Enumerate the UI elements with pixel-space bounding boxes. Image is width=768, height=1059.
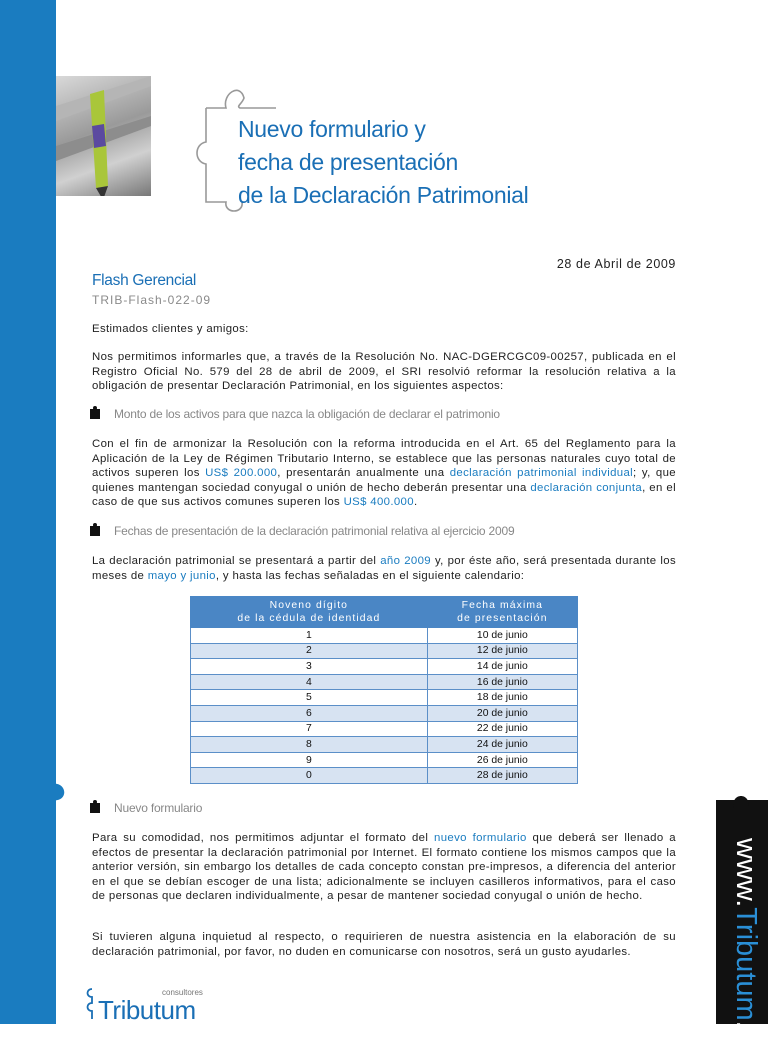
table-header-row xyxy=(191,597,578,628)
header-digit-line2: de la cédula de identidad xyxy=(237,613,381,624)
date-cell: 12 de junio xyxy=(427,643,577,659)
s1-text-a: Con el fin de armonizar la Resolución con la reforma introducida en el Art. 65 del Reglamento para la Aplicación de la Ley de Régimen Tributario Interno, se establece que las personas naturales cuyo total de activos superen los xyxy=(92,438,676,480)
puzzle-piece-icon xyxy=(10,770,70,840)
document-date: 28 de Abril de 2009 xyxy=(556,257,676,271)
calendar-table xyxy=(190,596,578,784)
puzzle-bullet-icon xyxy=(90,803,100,813)
logo-tributum: Tributum xyxy=(98,995,196,1025)
s1-highlight-amount-individual: US$ 200.000 xyxy=(205,467,278,480)
date-cell: 28 de junio xyxy=(427,768,577,784)
digit-cell: 6 xyxy=(191,705,428,721)
s1-text-e: . xyxy=(413,496,418,509)
table-row xyxy=(191,721,578,737)
table-row xyxy=(191,643,578,659)
table-row xyxy=(191,737,578,753)
table-row xyxy=(191,752,578,768)
s3-text-a: Para su comodidad, nos permitimos adjuntar el formato del xyxy=(92,832,435,844)
digit-cell: 3 xyxy=(191,659,428,675)
date-cell: 24 de junio xyxy=(427,737,577,753)
table-row xyxy=(191,628,578,644)
flash-code: TRIB-Flash-022-09 xyxy=(92,293,212,307)
table-row xyxy=(191,690,578,706)
s2-highlight-year: año 2009 xyxy=(380,555,431,567)
header-date xyxy=(427,597,577,628)
s2-highlight-months: mayo y junio xyxy=(147,569,216,582)
section1-heading-text: Monto de los activos para que nazca la obligación de declarar el patrimonio xyxy=(114,407,500,421)
header-date-line1: Fecha máxima xyxy=(461,600,544,611)
section2-paragraph xyxy=(92,554,676,583)
side-url-text xyxy=(722,838,762,1059)
title-line-2: fecha de presentación xyxy=(238,149,459,175)
s3-text-b: que deberá ser llenado a efectos de presentar la declaración patrimonial por Internet. El formato contiene los mismos campos que la anterior versión, sin embargo los detalles de cada concepto constan pre-impresos, a diferencia del anterior en el que se debían escoger de una lista; adicionalmente se incluyen casilleros informativos, para el caso de personas que declaren individualmente, a pesar de mantener sociedad conyugal o unión de hecho. xyxy=(92,832,676,903)
s2-text-b: y, por éste año, será presentada durante los meses de xyxy=(92,555,677,582)
url-brand: Tributum xyxy=(730,907,762,1021)
section2-heading-text: Fechas de presentación de la declaración patrimonial relativa al ejercicio 2009 xyxy=(114,524,515,538)
section1-paragraph xyxy=(92,437,676,510)
digit-cell: 8 xyxy=(191,737,428,753)
puzzle-bullet-icon xyxy=(90,526,100,536)
date-cell: 22 de junio xyxy=(427,721,577,737)
greeting: Estimados clientes y amigos: xyxy=(92,323,249,335)
puzzle-tab-icon xyxy=(722,784,762,808)
digit-cell: 9 xyxy=(191,752,428,768)
s2-text-a: La declaración patrimonial se presentará a partir del xyxy=(92,555,381,567)
section3-paragraph xyxy=(92,831,676,904)
title-line-1: Nuevo formulario y xyxy=(238,116,426,142)
s2-text-c: , y hasta las fechas señaladas en el siguiente calendario: xyxy=(215,569,525,582)
section3-heading xyxy=(90,801,202,817)
date-cell: 14 de junio xyxy=(427,659,577,675)
url-suffix: .co xyxy=(730,1020,762,1059)
title-block xyxy=(196,82,626,212)
digit-cell: 5 xyxy=(191,690,428,706)
title-line-3: de la Declaración Patrimonial xyxy=(238,182,529,208)
header-digit xyxy=(191,597,428,628)
logo-consultores: consultores xyxy=(162,988,203,997)
header-photo-pen xyxy=(56,76,151,196)
section2-heading xyxy=(90,524,514,540)
date-cell: 16 de junio xyxy=(427,674,577,690)
tributum-logo xyxy=(84,985,224,1023)
puzzle-bullet-icon xyxy=(90,409,100,419)
intro-paragraph: Nos permitimos informarles que, a través de la Resolución No. NAC-DGERCGC09-00257, publicada en el Registro Oficial No. 579 del 28 de abril de 2009, el SRI resolvió reformar la resolución relativa a la obligación de presentar Declaración Patrimonial, en los siguientes aspectos: xyxy=(92,351,676,393)
table-row xyxy=(191,768,578,784)
s1-text-d: , en el caso de que sus activos comunes superen los xyxy=(92,481,676,509)
date-cell: 10 de junio xyxy=(427,628,577,644)
url-prefix: www. xyxy=(730,838,762,908)
digit-cell: 4 xyxy=(191,674,428,690)
table-row xyxy=(191,705,578,721)
section3-heading-text: Nuevo formulario xyxy=(114,801,203,815)
date-cell: 20 de junio xyxy=(427,705,577,721)
table-row xyxy=(191,674,578,690)
s3-highlight-form: nuevo formulario xyxy=(434,832,527,844)
closing-paragraph: Si tuvieren alguna inquietud al respecto, o requirieren de nuestra asistencia en la elaboración de su declaración patrimonial, por favor, no duden en comunicarse con nosotros, será un gusto ayudarles. xyxy=(92,931,676,958)
s1-text-c: ; y, que quienes mantengan sociedad conyugal o unión de hecho deberán presentar una xyxy=(92,467,676,494)
header-digit-line1: Noveno dígito xyxy=(269,600,349,611)
s1-highlight-individual: declaración patrimonial individual xyxy=(449,467,634,480)
date-cell: 18 de junio xyxy=(427,690,577,706)
digit-cell: 7 xyxy=(191,721,428,737)
digit-cell: 0 xyxy=(191,768,428,784)
date-cell: 26 de junio xyxy=(427,752,577,768)
header-date-line2: de presentación xyxy=(457,613,548,624)
table-row xyxy=(191,659,578,675)
digit-cell: 2 xyxy=(191,643,428,659)
left-brand-band xyxy=(0,0,56,1024)
s1-text-b: , presentarán anualmente una xyxy=(277,467,450,480)
digit-cell: 1 xyxy=(191,628,428,644)
s1-highlight-conjunta: declaración conjunta xyxy=(530,481,643,494)
s1-highlight-amount-conjunta: US$ 400.000 xyxy=(343,496,414,509)
flash-title: Flash Gerencial xyxy=(92,272,197,289)
section1-heading xyxy=(90,407,500,423)
